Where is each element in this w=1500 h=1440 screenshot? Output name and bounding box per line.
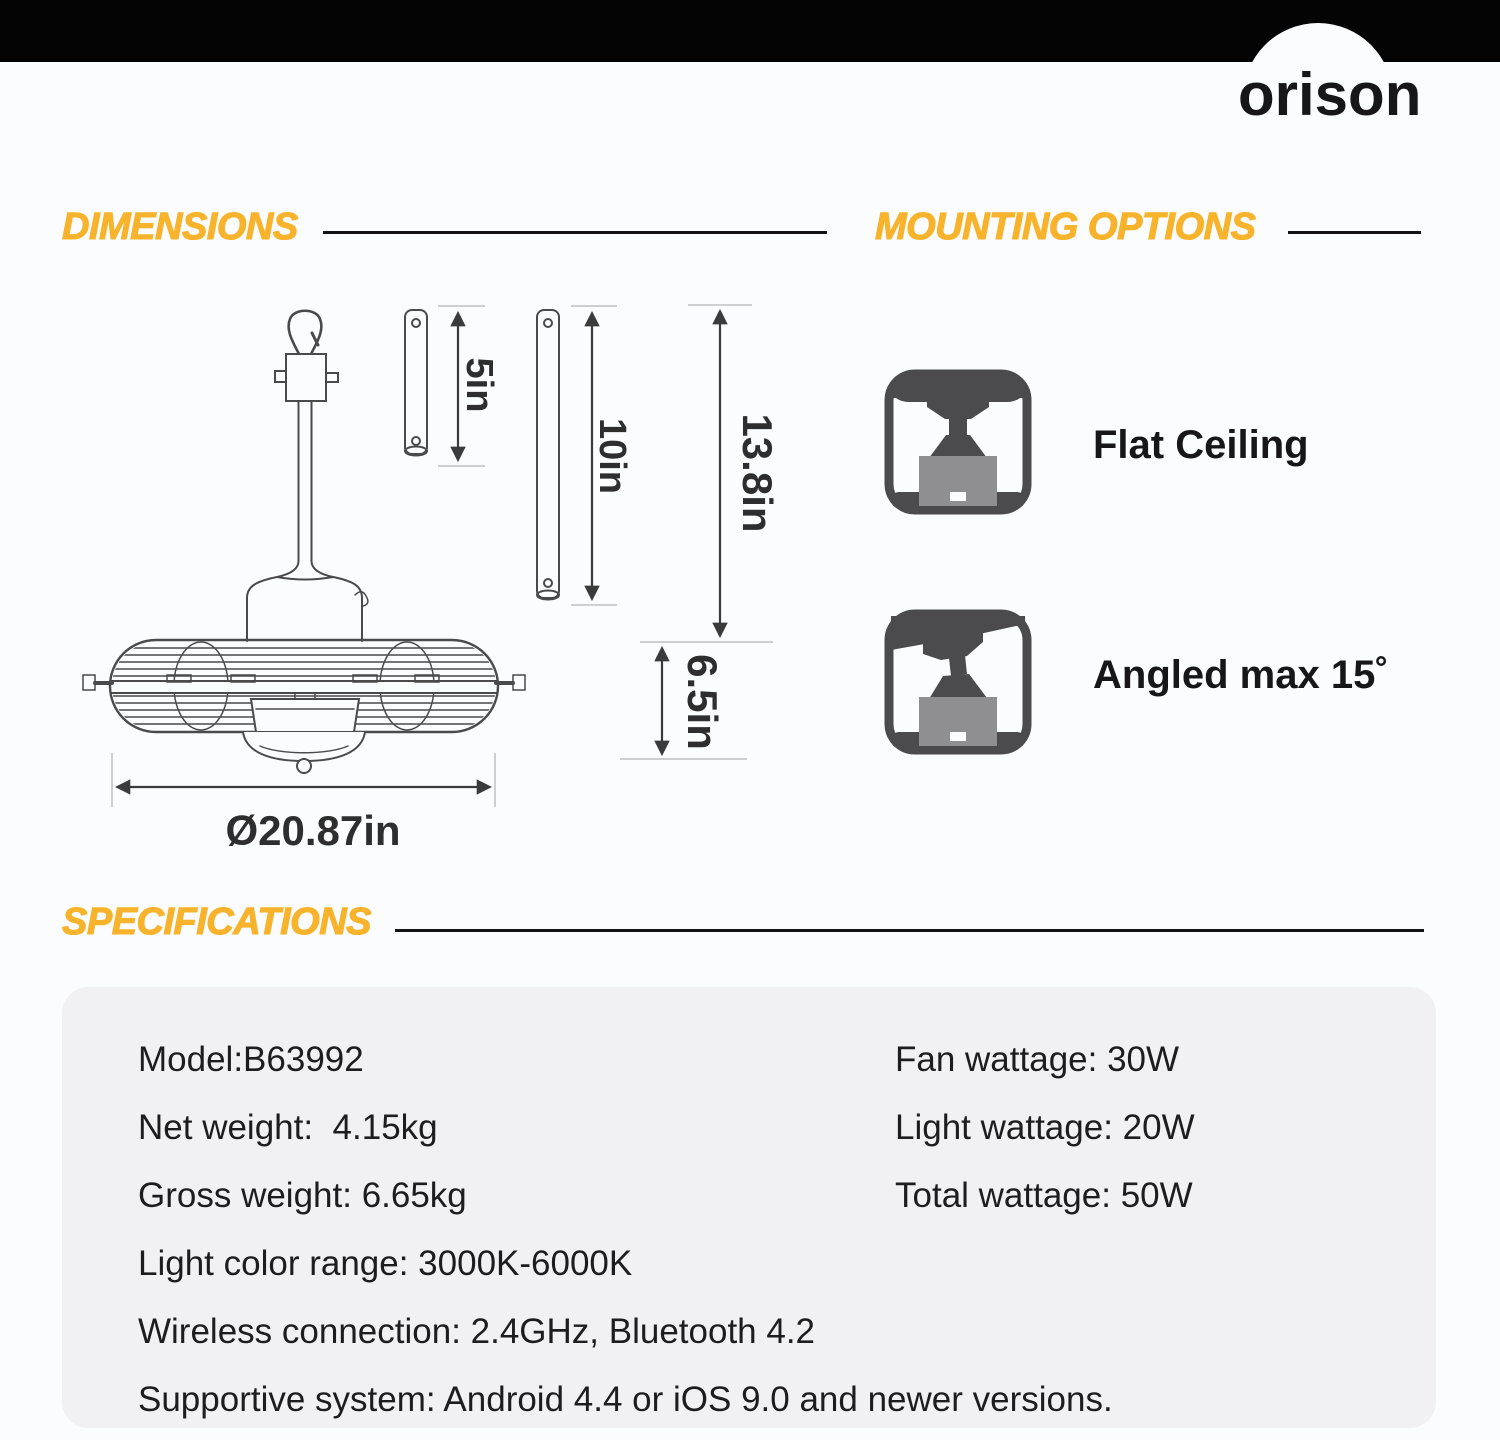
dimensions-rule [323,231,827,234]
spec-gross-weight: Gross weight: 6.65kg [138,1176,467,1215]
spec-total-wattage: Total wattage: 50W [895,1176,1193,1215]
downrod-short [405,310,427,456]
spec-wireless-connection: Wireless connection: 2.4GHz, Bluetooth 4.2 [138,1312,816,1351]
mount-option-angled-label: Angled max 15˚ [1093,653,1389,697]
carabiner-hook [289,311,322,354]
angled-ceiling-mount-icon [883,608,1033,756]
coupler-block [286,354,326,401]
dim-label-rod-short: 5in [458,357,500,413]
brand-logo: orison [1238,61,1422,128]
flat-ceiling-mount-icon [883,368,1033,516]
specifications-title: SPECIFICATIONS [62,901,371,943]
spec-supportive-system: Supportive system: Android 4.4 or iOS 9.0 and newer versions. [138,1380,1113,1419]
mounting-title: MOUNTING OPTIONS [875,206,1256,248]
spec-light-color-range: Light color range: 3000K-6000K [138,1244,633,1283]
dim-label-rod-long: 10in [591,417,633,495]
light-housing [251,699,359,732]
specifications-rule [395,929,1424,932]
pull-knob [297,759,311,773]
dim-label-total-height: 13.8in [734,413,781,533]
spec-fan-wattage: Fan wattage: 30W [895,1040,1180,1079]
dim-label-diameter: Ø20.87in [225,807,401,854]
dimensions-title: DIMENSIONS [62,206,298,248]
dim-label-body-height: 6.5in [679,654,726,750]
spec-net-weight: Net weight: 4.15kg [138,1108,438,1147]
motor-bell [247,561,362,641]
mount-option-flat-label: Flat Ceiling [1093,423,1309,467]
downrod-long [537,310,559,600]
mounting-rule [1288,231,1421,234]
dimensions-diagram [55,285,845,870]
spec-model: Model:B63992 [138,1040,364,1079]
spec-light-wattage: Light wattage: 20W [895,1108,1195,1147]
